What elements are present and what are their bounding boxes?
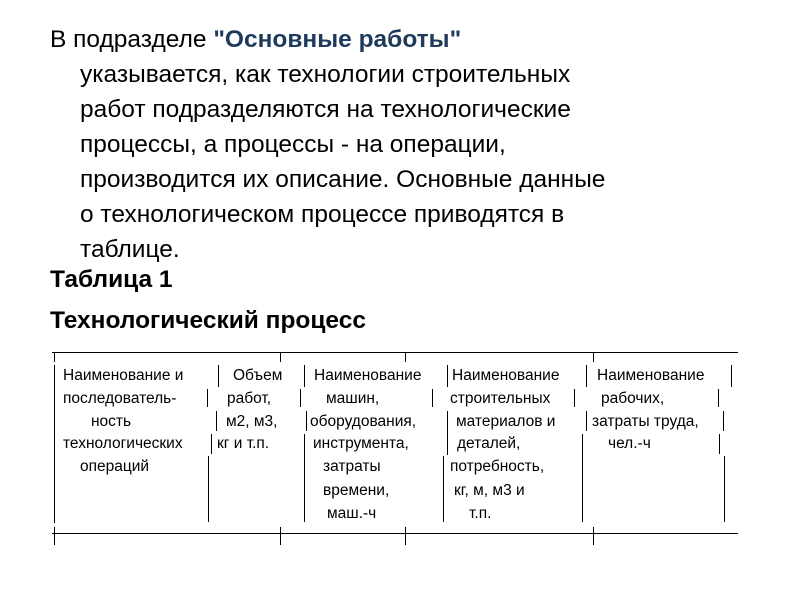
table-cell-text: инструмента, — [313, 435, 409, 452]
table-tick — [593, 527, 594, 545]
table-tick — [593, 352, 594, 362]
table-column-rule — [719, 434, 720, 454]
table-cell-text: затраты — [323, 458, 381, 475]
table-cell-text: строительных — [450, 390, 551, 407]
table-cell-text: работ, — [227, 390, 272, 407]
table-column-rule — [731, 365, 732, 387]
table-column-rule — [447, 411, 448, 455]
table-cell-text: последователь- — [63, 390, 177, 407]
table-column-rule — [574, 389, 575, 407]
table-column-rule — [216, 411, 217, 431]
table-column-rule — [443, 456, 444, 522]
intro-line: указывается, как технологии строительных — [80, 61, 571, 88]
table-cell-text: м2, м3, — [226, 413, 278, 430]
table-column-rule — [582, 434, 583, 522]
table-cell-text: Наименование — [452, 367, 560, 384]
intro-line: работ подразделяются на технологические — [80, 96, 571, 123]
table-title: Технологический процесс — [50, 307, 366, 334]
table-caption: Таблица 1 — [50, 266, 173, 293]
table-cell-text: операций — [80, 458, 150, 475]
table-tick — [280, 527, 281, 545]
table-cell-text: Наименование и — [63, 367, 184, 384]
table-column-rule — [304, 434, 305, 522]
table-cell-text: технологических — [63, 435, 183, 452]
table-cell-text: Объем — [233, 367, 283, 384]
table-cell-text: времени, — [323, 482, 390, 499]
table-column-rule — [300, 389, 301, 407]
table-column-rule — [724, 456, 725, 522]
table-column-rule — [432, 389, 433, 407]
table-cell-text: маш.-ч — [327, 505, 377, 522]
table-cell-text: затраты труда, — [592, 413, 699, 430]
table-tick — [405, 527, 406, 545]
table-column-rule — [208, 456, 209, 522]
table-column-rule — [447, 365, 448, 387]
table-cell-text: оборудования, — [310, 413, 417, 430]
intro-prefix: В подразделе — [50, 26, 214, 53]
intro-line: производится их описание. Основные данные — [80, 166, 606, 193]
table-column-rule — [211, 434, 212, 454]
table-column-rule — [718, 389, 719, 407]
table-cell-text: чел.-ч — [608, 435, 651, 452]
intro-line-1 — [50, 22, 750, 57]
table-column-rule — [207, 389, 208, 407]
table-cell-text: т.п. — [469, 505, 492, 522]
table-cell-text: ность — [91, 413, 132, 430]
table-column-rule — [304, 365, 305, 387]
intro-line: таблице. — [80, 236, 180, 263]
table-column-rule — [723, 411, 724, 431]
table-tick — [54, 352, 55, 362]
table-cell-text: материалов и — [456, 413, 556, 430]
table-tick — [54, 527, 55, 545]
table-tick — [280, 352, 281, 362]
table-cell-text: машин, — [326, 390, 380, 407]
table-tick — [405, 352, 406, 362]
section-name-highlight: "Основные работы" — [213, 26, 462, 53]
table-cell-text: деталей, — [457, 435, 521, 452]
table-top-border — [52, 352, 738, 353]
table-cell-text: потребность, — [450, 458, 545, 475]
table-column-rule — [306, 411, 307, 431]
table-bottom-border — [52, 533, 738, 534]
table-column-rule — [586, 411, 587, 431]
table-cell-text: рабочих, — [601, 390, 665, 407]
table-cell-text: Наименование — [597, 367, 705, 384]
table-cell-text: кг и т.п. — [217, 435, 270, 452]
intro-paragraph — [50, 22, 750, 267]
intro-line: о технологическом процессе приводятся в — [80, 201, 565, 228]
table-column-rule — [586, 365, 587, 387]
table-cell-text: Наименование — [314, 367, 422, 384]
intro-line: процессы, а процессы - на операции, — [80, 131, 506, 158]
table-column-rule — [54, 365, 55, 523]
table-column-rule — [218, 365, 219, 387]
table-cell-text: кг, м, м3 и — [454, 482, 525, 499]
